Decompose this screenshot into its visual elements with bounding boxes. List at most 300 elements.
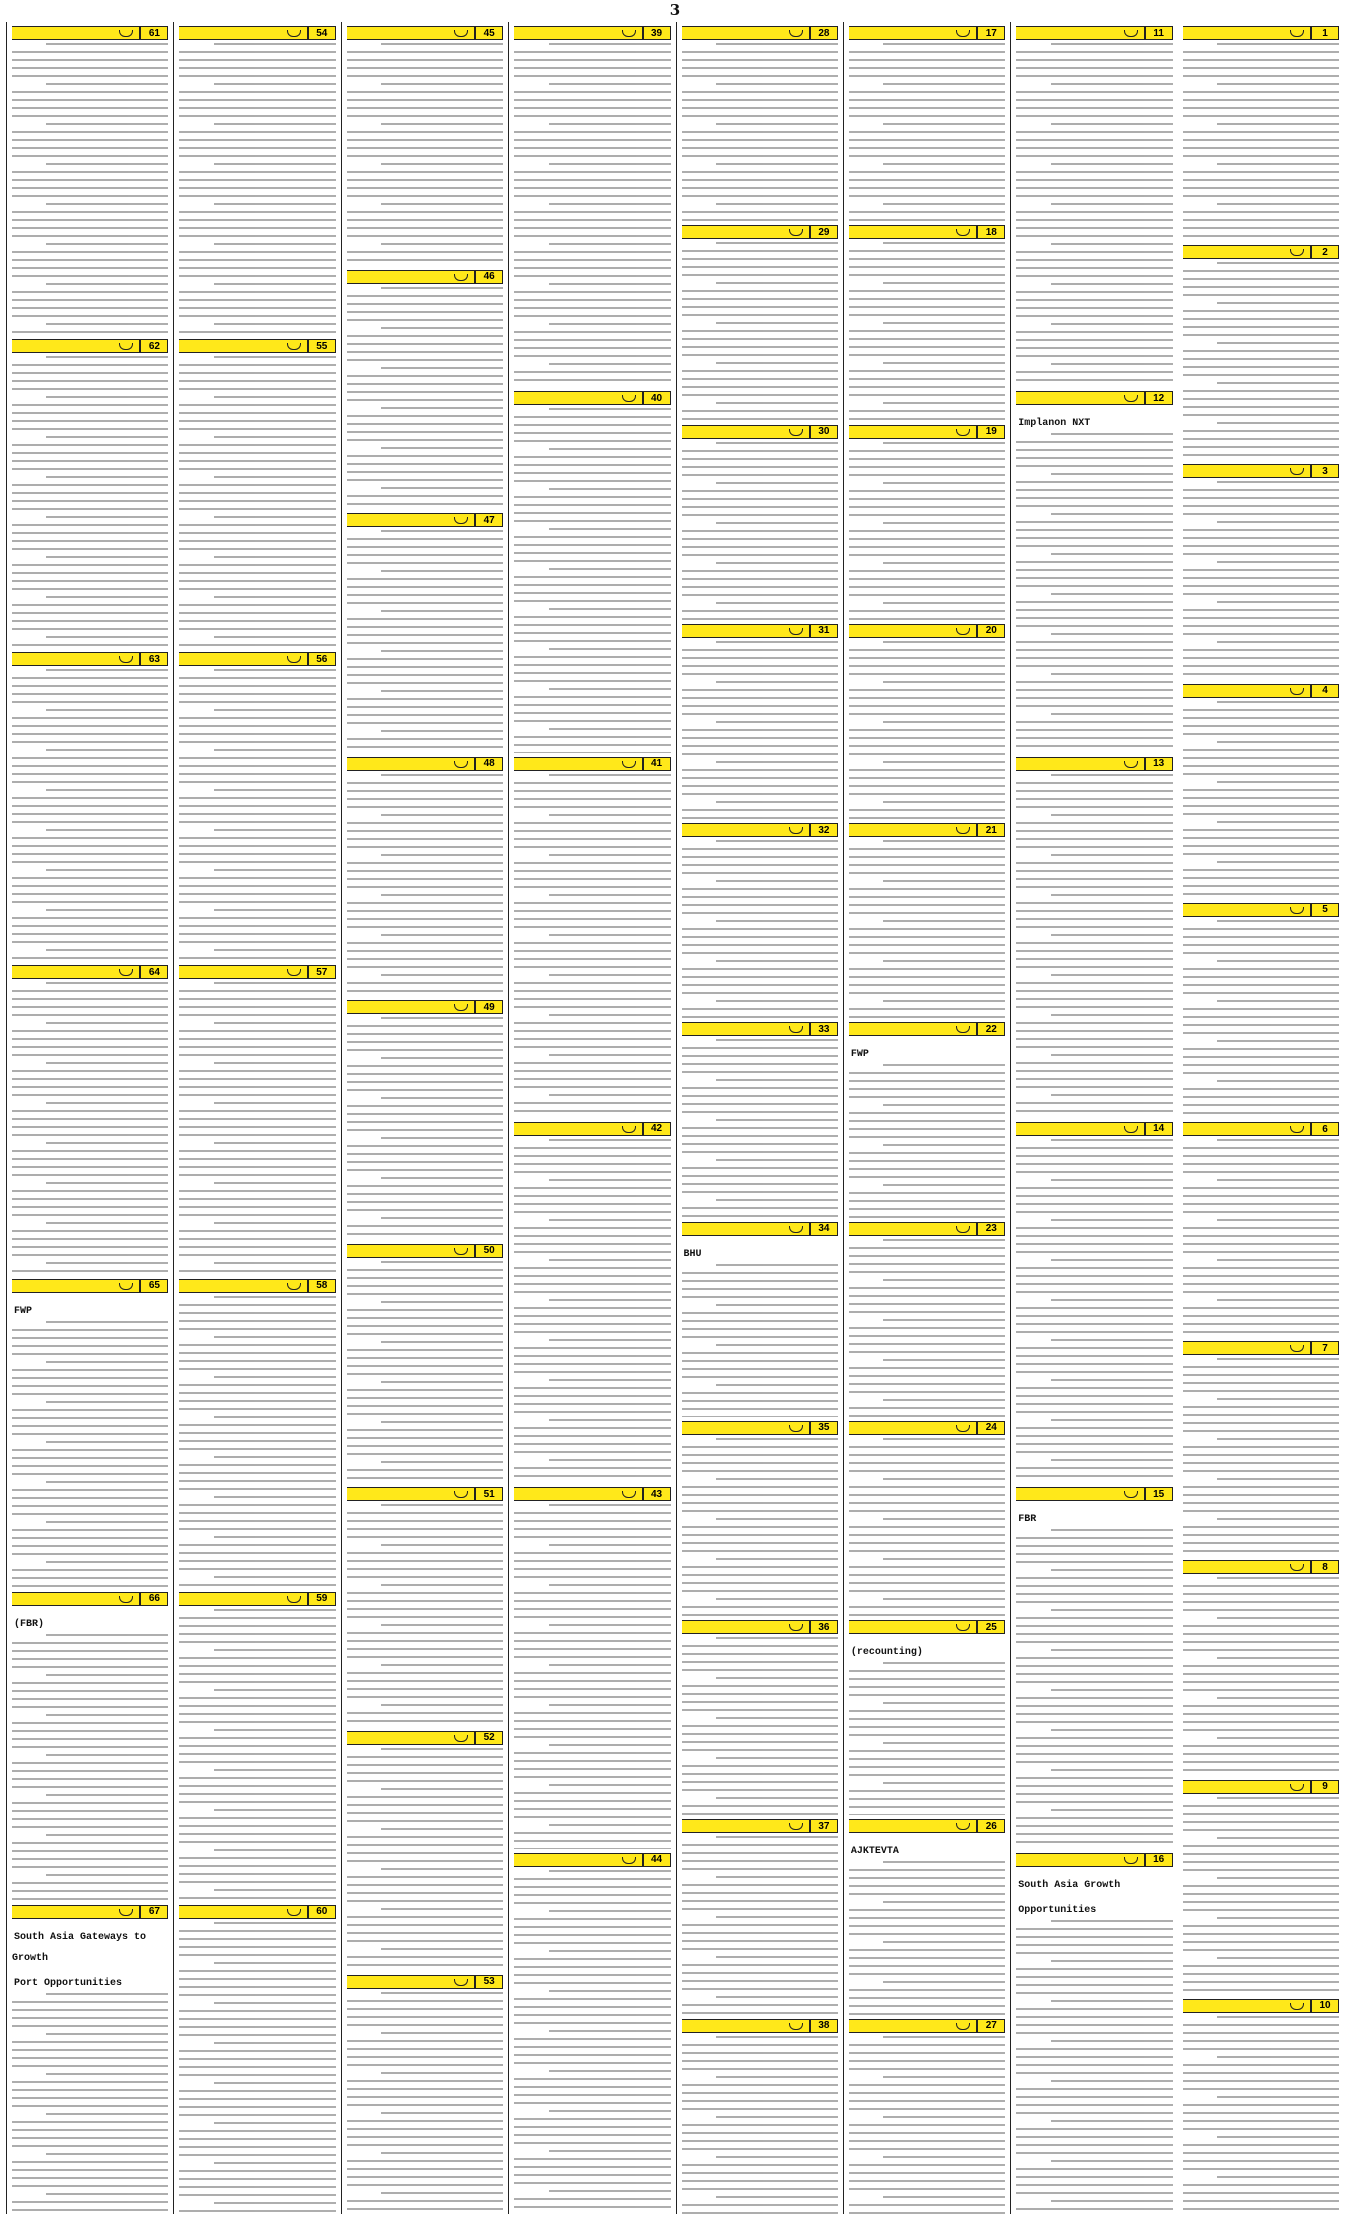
- article-header: [1183, 1560, 1339, 1574]
- article-number-badge: 48: [475, 757, 503, 771]
- article-header: [849, 624, 1005, 638]
- article-number-badge: 7: [1311, 1341, 1339, 1355]
- article: [347, 1240, 503, 1484]
- article: [1016, 753, 1172, 1118]
- article-body-text: [1183, 2016, 1339, 2214]
- article-body-text: [1183, 262, 1339, 460]
- article-number-badge: 1: [1311, 26, 1339, 40]
- article-number-badge: 17: [977, 26, 1005, 40]
- article: [1183, 1337, 1339, 1556]
- page-number: 3: [669, 1, 681, 19]
- article-number-badge: 20: [977, 624, 1005, 638]
- article-number-badge: 49: [475, 1000, 503, 1014]
- article-header: [682, 225, 838, 239]
- article: [1183, 1118, 1339, 1337]
- article: [347, 1483, 503, 1727]
- article-header: [682, 1620, 838, 1634]
- column-5: [508, 22, 675, 2214]
- article-header: [514, 26, 670, 40]
- article: [1016, 22, 1172, 387]
- article-number-badge: 24: [977, 1421, 1005, 1435]
- article-number-badge: 45: [475, 26, 503, 40]
- article-number-badge: 42: [643, 1122, 671, 1136]
- article: [347, 753, 503, 997]
- column-7: [173, 22, 340, 2214]
- article: [347, 1971, 503, 2215]
- article: [849, 620, 1005, 819]
- article: [12, 22, 168, 335]
- header-bar: [347, 26, 475, 40]
- article: [682, 1417, 838, 1616]
- latin-text: (recounting): [850, 1647, 923, 1659]
- article-body-text: [514, 43, 670, 387]
- article-body-text: [849, 442, 1005, 620]
- latin-text: (FBR): [14, 1618, 45, 1630]
- article-header: [1183, 1122, 1339, 1136]
- article-body-text: [12, 982, 168, 1274]
- article-header: [1183, 245, 1339, 259]
- article: [682, 221, 838, 420]
- article-number-badge: 18: [977, 225, 1005, 239]
- article-body-text: [1016, 1529, 1172, 1848]
- article-body-text: [849, 1662, 1005, 1815]
- article: [179, 648, 335, 961]
- article-body-text: [514, 1870, 670, 2214]
- article-body-text: [347, 1504, 503, 1727]
- header-bar: [347, 1487, 475, 1501]
- article: [1016, 1118, 1172, 1483]
- header-bar: [682, 1222, 810, 1236]
- article-header: [347, 1975, 503, 1989]
- header-bar: [1016, 26, 1144, 40]
- header-bar: [1016, 757, 1144, 771]
- article-number-badge: 2: [1311, 245, 1339, 259]
- article-body-text: [347, 287, 503, 510]
- article-header: [682, 1022, 838, 1036]
- header-bar: [514, 1122, 642, 1136]
- article: [1183, 1776, 1339, 1995]
- header-bar: [849, 1022, 977, 1036]
- column-8: [6, 22, 173, 2214]
- latin-text: Implanon NXT: [1018, 418, 1091, 430]
- article-number-badge: 21: [977, 823, 1005, 837]
- article-header: [1183, 1999, 1339, 2013]
- article-header: [347, 26, 503, 40]
- article-header: [849, 1421, 1005, 1435]
- article: [514, 1483, 670, 1848]
- latin-text: FWP: [850, 1049, 869, 1061]
- header-bar: [682, 1022, 810, 1036]
- header-bar: [12, 339, 140, 353]
- article-header: [849, 1620, 1005, 1634]
- article-body-text: [12, 1321, 168, 1588]
- article-header: [849, 425, 1005, 439]
- article-body-text: [179, 1609, 335, 1901]
- header-bar: [179, 26, 307, 40]
- article-header: [347, 757, 503, 771]
- article-body-text: [849, 2036, 1005, 2214]
- article: [179, 1275, 335, 1588]
- article: [682, 620, 838, 819]
- article-header: [347, 1244, 503, 1258]
- article-header: [12, 26, 168, 40]
- header-bar: [682, 2019, 810, 2033]
- article-body-text: [1016, 1139, 1172, 1483]
- article: [682, 22, 838, 221]
- header-bar: [179, 1279, 307, 1293]
- article: [849, 22, 1005, 221]
- article-body-text: [514, 1504, 670, 1848]
- article-number-badge: 32: [810, 823, 838, 837]
- article: [179, 22, 335, 335]
- article-header: [179, 1279, 335, 1293]
- article-number-badge: 61: [140, 26, 168, 40]
- article-number-badge: 43: [643, 1487, 671, 1501]
- article-body-text: [682, 2036, 838, 2214]
- article-number-badge: 28: [810, 26, 838, 40]
- article-body-text: [849, 1438, 1005, 1616]
- article-header: [1016, 1853, 1172, 1867]
- article: [347, 996, 503, 1240]
- article: [849, 1616, 1005, 1815]
- article-number-badge: 19: [977, 425, 1005, 439]
- header-bar: [347, 1731, 475, 1745]
- article-number-badge: 53: [475, 1975, 503, 1989]
- header-bar: [682, 26, 810, 40]
- article-number-badge: 66: [140, 1592, 168, 1606]
- article-body-text: [682, 641, 838, 819]
- article-header: [347, 1731, 503, 1745]
- header-bar: [1183, 464, 1311, 478]
- article-number-badge: 52: [475, 1731, 503, 1745]
- article: [1183, 1556, 1339, 1775]
- article-header: [12, 1905, 168, 1919]
- article-header: [179, 26, 335, 40]
- article-header: [849, 1819, 1005, 1833]
- article-header: [682, 624, 838, 638]
- column-3: [843, 22, 1010, 2214]
- article-header: [682, 425, 838, 439]
- article-body-text: [179, 356, 335, 648]
- article-body-text: [514, 774, 670, 1118]
- article: [12, 648, 168, 961]
- article-body-text: [849, 43, 1005, 221]
- article-body-text: [1183, 1577, 1339, 1775]
- article-number-badge: 14: [1145, 1122, 1173, 1136]
- header-bar: [1016, 1122, 1144, 1136]
- article-body-text: [179, 669, 335, 961]
- article-header: [849, 823, 1005, 837]
- article: [682, 1815, 838, 2014]
- header-bar: [12, 1592, 140, 1606]
- article-header: [682, 26, 838, 40]
- header-bar: [682, 225, 810, 239]
- header-bar: [1183, 1999, 1311, 2013]
- latin-text: BHU: [683, 1248, 702, 1260]
- article-number-badge: 67: [140, 1905, 168, 1919]
- article-number-badge: 58: [308, 1279, 336, 1293]
- article: [682, 1018, 838, 1217]
- article: [179, 1901, 335, 2214]
- article-number-badge: 8: [1311, 1560, 1339, 1574]
- article-number-badge: 22: [977, 1022, 1005, 1036]
- article-body-text: [1016, 433, 1172, 752]
- article-number-badge: 25: [977, 1620, 1005, 1634]
- article-body-text: [12, 356, 168, 648]
- article-number-badge: 4: [1311, 684, 1339, 698]
- article: [514, 1849, 670, 2214]
- article: [179, 1588, 335, 1901]
- header-bar: [347, 513, 475, 527]
- article-body-text: [347, 1992, 503, 2215]
- article-number-badge: 6: [1311, 1122, 1339, 1136]
- article-header: [179, 339, 335, 353]
- article-number-badge: 65: [140, 1279, 168, 1293]
- header-bar: [849, 1620, 977, 1634]
- article-header: [12, 1592, 168, 1606]
- article-header: [514, 1122, 670, 1136]
- article: [179, 335, 335, 648]
- article: [849, 819, 1005, 1018]
- header-bar: [514, 26, 642, 40]
- article-body-text: [849, 242, 1005, 420]
- article-header: [12, 339, 168, 353]
- article: [849, 1218, 1005, 1417]
- article: [1016, 1849, 1172, 2214]
- article-body-text: [347, 530, 503, 753]
- article: [849, 2015, 1005, 2214]
- article: [682, 819, 838, 1018]
- article-body-text: [682, 1637, 838, 1815]
- article: [12, 961, 168, 1274]
- article-header: [514, 757, 670, 771]
- article-number-badge: 55: [308, 339, 336, 353]
- article-body-text: [1183, 1139, 1339, 1337]
- article-body-text: [179, 982, 335, 1274]
- article-number-badge: 57: [308, 965, 336, 979]
- header-bar: [12, 1279, 140, 1293]
- article-number-badge: 51: [475, 1487, 503, 1501]
- header-bar: [347, 1244, 475, 1258]
- article-number-badge: 59: [308, 1592, 336, 1606]
- article-header: [347, 270, 503, 284]
- article: [347, 266, 503, 510]
- header-bar: [849, 1819, 977, 1833]
- article-body-text: [12, 1993, 168, 2214]
- article-header: [1016, 26, 1172, 40]
- header-bar: [682, 1819, 810, 1833]
- header-bar: [849, 1222, 977, 1236]
- article-body-text: [347, 43, 503, 266]
- article-header: [682, 2019, 838, 2033]
- article: [514, 753, 670, 1118]
- article: [1183, 899, 1339, 1118]
- article-body-text: [682, 242, 838, 420]
- article: [849, 1417, 1005, 1616]
- header-bar: [682, 1620, 810, 1634]
- article-header: [514, 1853, 670, 1867]
- article-number-badge: 44: [643, 1853, 671, 1867]
- header-bar: [1183, 26, 1311, 40]
- article-body-text: [682, 840, 838, 1018]
- article: [682, 1218, 838, 1417]
- article-header: [179, 652, 335, 666]
- article-header: [179, 1905, 335, 1919]
- article-number-badge: 56: [308, 652, 336, 666]
- article-body-text: [347, 774, 503, 997]
- article: [347, 509, 503, 753]
- article-header: [849, 2019, 1005, 2033]
- article: [849, 1815, 1005, 2014]
- article-number-badge: 36: [810, 1620, 838, 1634]
- header-bar: [514, 391, 642, 405]
- header-bar: [1183, 903, 1311, 917]
- header-bar: [682, 1421, 810, 1435]
- article-body-text: [849, 840, 1005, 1018]
- article-header: [849, 1022, 1005, 1036]
- article-body-text: [1183, 920, 1339, 1118]
- article-header: [682, 1819, 838, 1833]
- header-bar: [179, 652, 307, 666]
- article-header: [347, 1487, 503, 1501]
- article: [849, 421, 1005, 620]
- article: [12, 335, 168, 648]
- article-body-text: [1183, 1797, 1339, 1995]
- column-1: [1178, 22, 1344, 2214]
- article-number-badge: 29: [810, 225, 838, 239]
- article-number-badge: 3: [1311, 464, 1339, 478]
- article-number-badge: 33: [810, 1022, 838, 1036]
- article-header: [1183, 26, 1339, 40]
- header-bar: [514, 1853, 642, 1867]
- latin-text: South Asia Growth: [1018, 1879, 1121, 1891]
- article-body-text: [1016, 774, 1172, 1118]
- article-header: [1183, 903, 1339, 917]
- article-body-text: [682, 1438, 838, 1616]
- article-header: [12, 1279, 168, 1293]
- article-number-badge: 50: [475, 1244, 503, 1258]
- article: [682, 1616, 838, 1815]
- header-bar: [1183, 684, 1311, 698]
- header-bar: [179, 339, 307, 353]
- header-bar: [12, 652, 140, 666]
- article-number-badge: 64: [140, 965, 168, 979]
- column-4: [676, 22, 843, 2214]
- article-body-text: [1183, 1358, 1339, 1556]
- header-bar: [1183, 1780, 1311, 1794]
- article: [514, 387, 670, 752]
- article-body-text: [1183, 43, 1339, 241]
- article-header: [12, 965, 168, 979]
- column-grid: [6, 22, 1344, 2214]
- article-body-text: [514, 408, 670, 752]
- latin-text: FBR: [1018, 1514, 1037, 1526]
- article: [1016, 387, 1172, 752]
- article-header: [849, 1222, 1005, 1236]
- article-body-text: [179, 1922, 335, 2214]
- article: [1183, 460, 1339, 679]
- article-number-badge: 12: [1145, 391, 1173, 405]
- article-header: [849, 26, 1005, 40]
- header-bar: [849, 2019, 977, 2033]
- article-body-text: [682, 1836, 838, 2014]
- article-body-text: [849, 1861, 1005, 2014]
- article-number-badge: 47: [475, 513, 503, 527]
- article-number-badge: 46: [475, 270, 503, 284]
- header-bar: [682, 823, 810, 837]
- article-number-badge: 35: [810, 1421, 838, 1435]
- article: [849, 1018, 1005, 1217]
- column-2: [1010, 22, 1177, 2214]
- header-bar: [1016, 1487, 1144, 1501]
- article-header: [1183, 1780, 1339, 1794]
- article-header: [682, 823, 838, 837]
- article-body-text: [682, 43, 838, 221]
- article-number-badge: 41: [643, 757, 671, 771]
- article-header: [179, 965, 335, 979]
- article: [514, 1118, 670, 1483]
- latin-text: FWP: [14, 1305, 33, 1317]
- article-body-text: [179, 43, 335, 335]
- article-body-text: [849, 641, 1005, 819]
- article: [682, 421, 838, 620]
- article-number-badge: 62: [140, 339, 168, 353]
- article-header: [1016, 1487, 1172, 1501]
- header-bar: [849, 225, 977, 239]
- article-body-text: [514, 1139, 670, 1483]
- article-body-text: [1183, 481, 1339, 679]
- header-bar: [179, 1592, 307, 1606]
- article: [12, 1588, 168, 1901]
- header-bar: [347, 757, 475, 771]
- article-body-text: [682, 1039, 838, 1217]
- article-number-badge: 9: [1311, 1780, 1339, 1794]
- article-header: [514, 391, 670, 405]
- article-header: [1183, 1341, 1339, 1355]
- header-bar: [179, 1905, 307, 1919]
- article-number-badge: 27: [977, 2019, 1005, 2033]
- header-bar: [1016, 391, 1144, 405]
- header-bar: [347, 1975, 475, 1989]
- header-bar: [1183, 245, 1311, 259]
- header-bar: [1016, 1853, 1144, 1867]
- column-6: [341, 22, 508, 2214]
- article: [1183, 22, 1339, 241]
- article-number-badge: 11: [1145, 26, 1173, 40]
- article: [1183, 680, 1339, 899]
- latin-text: Port Opportunities: [14, 1977, 123, 1989]
- article-header: [1016, 391, 1172, 405]
- article: [514, 22, 670, 387]
- header-bar: [1183, 1560, 1311, 1574]
- header-bar: [179, 965, 307, 979]
- header-bar: [849, 823, 977, 837]
- header-bar: [849, 26, 977, 40]
- article-body-text: [12, 669, 168, 961]
- article-number-badge: 16: [1145, 1853, 1173, 1867]
- article-number-badge: 31: [810, 624, 838, 638]
- latin-text: Opportunities: [1018, 1904, 1097, 1916]
- header-bar: [849, 1421, 977, 1435]
- article-body-text: [347, 1261, 503, 1484]
- article-body-text: [849, 1239, 1005, 1417]
- article-number-badge: 30: [810, 425, 838, 439]
- article: [179, 961, 335, 1274]
- article: [347, 22, 503, 266]
- header-bar: [849, 425, 977, 439]
- header-bar: [347, 1000, 475, 1014]
- article-number-badge: 13: [1145, 757, 1173, 771]
